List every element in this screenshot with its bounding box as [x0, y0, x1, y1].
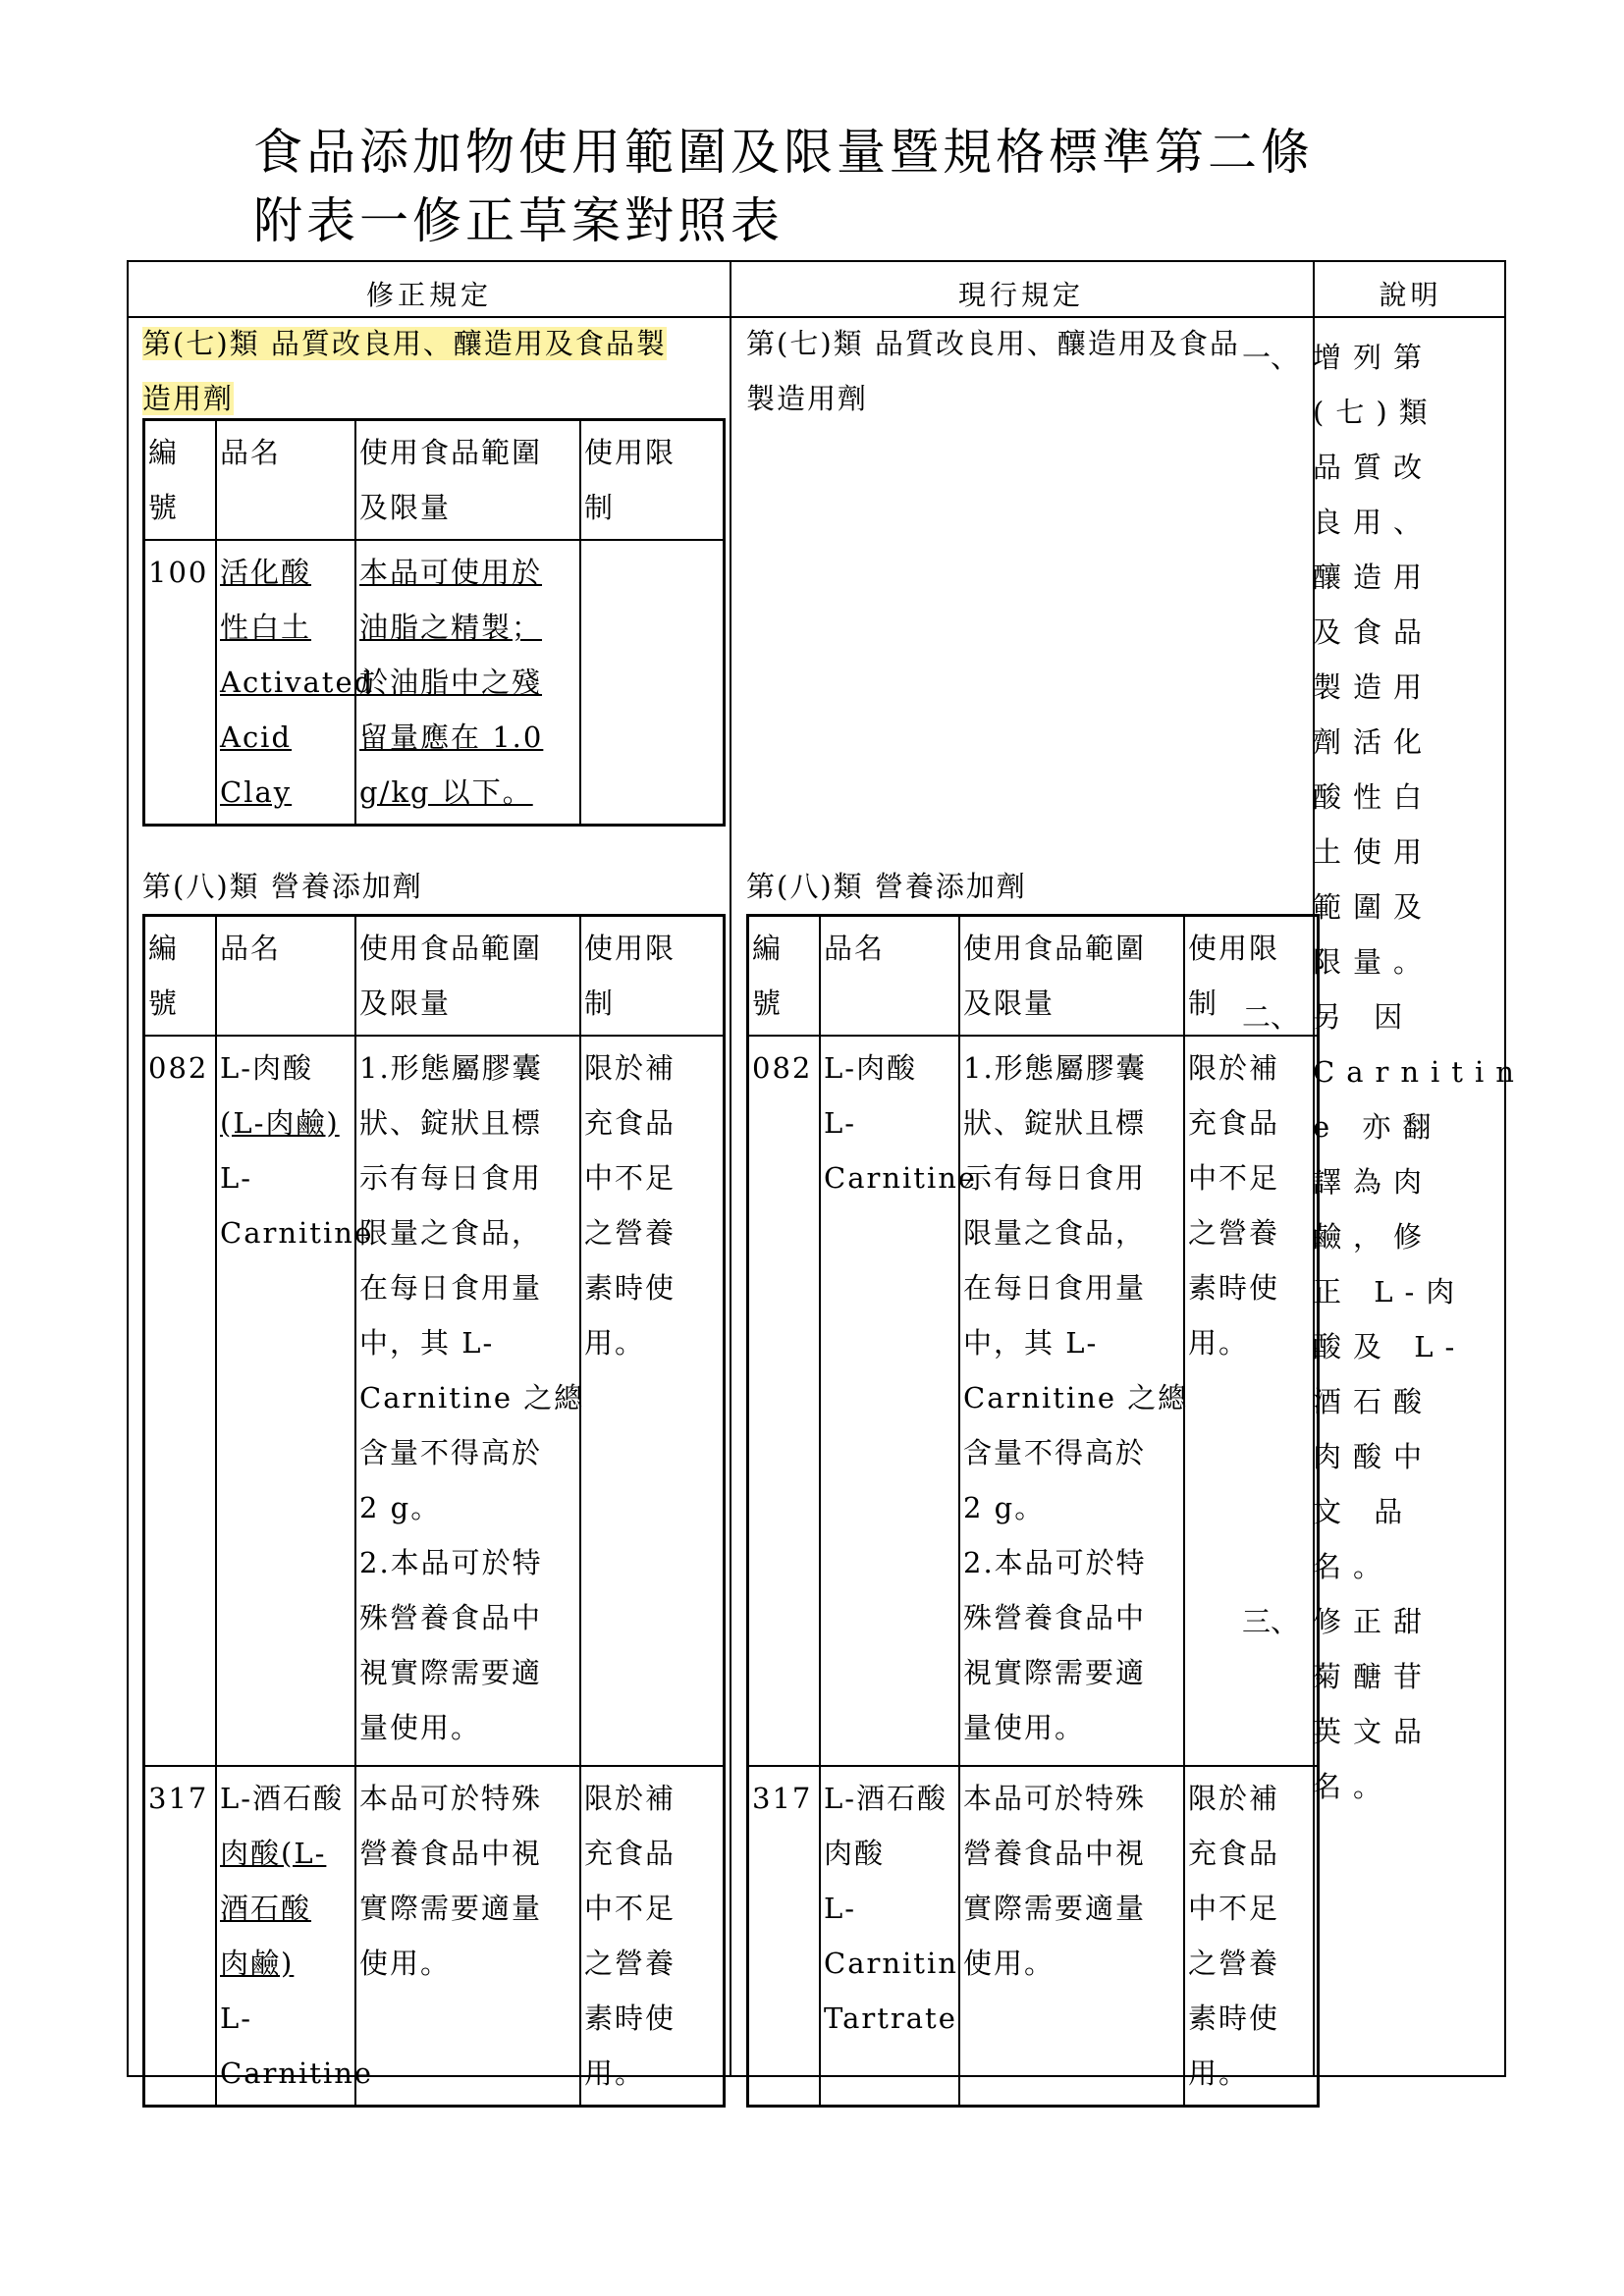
table-row: 082 L-肉酸 (L-肉鹼) L- Carnitine 1.形態屬膠囊 狀、錠狀且標 示有每日食用 限量之食品， 在每日食用量 中，其 L- Carnitine 之總 含量不得高於 2 g。 2.本品可於特 殊營養食品中 視實際需要適 量使用。 限於補 充食品 中不足 之營養 素時使 用。 [144, 1036, 725, 1766]
cell-text-line: 充食品 [584, 1837, 677, 1870]
cell-text-line: 用。 [584, 1326, 646, 1360]
cell-text-line: 肉鹼) [220, 1947, 295, 1980]
cell-text-line: 之營養 [1188, 1947, 1280, 1980]
column-header-explanation: 說明 [1379, 279, 1442, 311]
cell-text-line: 使用。 [359, 1947, 452, 1980]
explanation-item [1242, 989, 1526, 1594]
amended-cat7-title: 第(七)類 品質改良用、釀造用及食品製 造用劑 [142, 327, 667, 415]
explanation-line: 鹼，修 [1313, 1220, 1435, 1254]
cell-text-line: 肉酸 [824, 1837, 886, 1870]
explanation-line: 肉酸中 [1313, 1440, 1435, 1473]
cell-text-line: 素時使 [584, 1271, 677, 1305]
page-title-line2: 附表一修正草案對照表 [253, 192, 784, 249]
amended-cat8-title: 第(八)類 營養添加劑 [142, 870, 423, 903]
cell-text-line: 肉酸(L- [220, 1837, 327, 1870]
cell-text-line: 中不足 [1188, 1892, 1280, 1925]
explanation-line: 釀造用 [1313, 561, 1435, 594]
explanation-line: 範圍及 [1313, 890, 1435, 924]
cell-text-line: 含量不得高於 [359, 1436, 543, 1469]
cell-text-line: 中，其 L- [963, 1326, 1099, 1360]
cell-text-line: 狀、錠狀且標 [359, 1106, 543, 1140]
current-cat7-title: 第(七)類 品質改良用、釀造用及食品 製造用劑 [746, 327, 1240, 415]
explanation-line: 酸性白 [1313, 780, 1435, 814]
cell-text-line: 實際需要適量 [963, 1892, 1147, 1925]
cell-text-line: 中不足 [1188, 1161, 1280, 1195]
cell-text-line: 營養食品中視 [359, 1837, 543, 1870]
cell-text-line: 2 g。 [963, 1491, 1046, 1524]
cell-text-line: L-酒石酸 [824, 1782, 948, 1815]
cell-text-line: 2.本品可於特 [359, 1546, 543, 1579]
explanation-line: 正 L-肉 [1313, 1275, 1467, 1308]
explanation-line: 製造用 [1313, 670, 1435, 704]
explanation-line: 劑活化 [1313, 725, 1435, 759]
cell-text-line: 在每日食用量 [359, 1271, 543, 1305]
cell-text-line: 素時使 [584, 2002, 677, 2035]
explanation-line: (七)類 [1313, 396, 1439, 429]
cell-text-line: 視實際需要適 [963, 1656, 1147, 1689]
explanation-item [1242, 1594, 1504, 1814]
cell-text-line: 示有每日食用 [963, 1161, 1147, 1195]
cell-text-line: 2.本品可於特 [963, 1546, 1147, 1579]
cell-text-line: 限於補 [1188, 1782, 1280, 1815]
explanation-line: e 亦翻 [1313, 1110, 1443, 1144]
cell-text-line: Acid [220, 721, 293, 754]
explanation-column [1242, 330, 1526, 1814]
cell-text-line: L-酒石酸 [220, 1782, 345, 1815]
explanation-line: 良用、 [1313, 506, 1435, 539]
cell-text-line: 留量應在 1.0 [359, 721, 544, 754]
cell-text-line: 限於補 [1188, 1051, 1280, 1085]
cell-text-line: 限量之食品， [963, 1216, 1147, 1250]
page-title-line1: 食品添加物使用範圍及限量暨規格標準第二條 [253, 124, 1314, 181]
cell-text-line: Carnitine 之總 [359, 1381, 585, 1415]
table-row: 100 活化酸 性白土 Activated Acid Clay 本品可使用於 油脂之精製； 於油脂中之殘 留量應在 1.0 g/kg 以下。 [144, 540, 725, 826]
explanation-line: 土使用 [1313, 835, 1435, 869]
cell-text-line: 充食品 [1188, 1837, 1280, 1870]
cell-text-line: 量使用。 [963, 1711, 1086, 1744]
table-header-row: 編 號 品名 使用食品範圍 及限量 使用限 制 [748, 916, 1319, 1037]
cell-text-line: 性白土 [220, 611, 312, 644]
table-header-row: 編 號 品名 使用食品範圍 及限量 使用限 制 [144, 420, 725, 541]
cell-text-line: 用。 [1188, 2056, 1250, 2090]
cell-text-line: g/kg 以下。 [359, 775, 533, 809]
explanation-line: 增列第 [1313, 341, 1435, 374]
cell-text-line: 限量之食品， [359, 1216, 543, 1250]
column-header-current: 現行規定 [957, 279, 1084, 311]
explanation-line: 修正甜 [1313, 1605, 1435, 1638]
cell-text-line: 實際需要適量 [359, 1892, 543, 1925]
cell-text-line: 中不足 [584, 1892, 677, 1925]
cell-text-line: 限於補 [584, 1782, 677, 1815]
cell-text-line: 本品可於特殊 [963, 1782, 1147, 1815]
cell-text-line: 活化酸 [220, 556, 312, 589]
cell-text-line: 量使用。 [359, 1711, 482, 1744]
explanation-item [1242, 330, 1504, 989]
cell-text-line: 本品可使用於 [359, 556, 543, 589]
explanation-line: 譯為肉 [1313, 1165, 1435, 1199]
cell-text-line: Carnitine [220, 2056, 374, 2090]
explanation-line: 菊醣苷 [1313, 1660, 1435, 1693]
amended-table-cat7 [142, 418, 726, 827]
explanation-item-marker: 二、 [1242, 1000, 1300, 1034]
cell-text-line: 視實際需要適 [359, 1656, 543, 1689]
cell-text-line: 1.形態屬膠囊 [359, 1051, 543, 1085]
cell-text-line: Tartrate [824, 2002, 957, 2035]
cell-text-line: 殊營養食品中 [359, 1601, 543, 1634]
column-header-amended: 修正規定 [365, 279, 492, 311]
cell-text-line: 限於補 [584, 1051, 677, 1085]
explanation-line: 文 品 [1313, 1495, 1415, 1528]
cell-text-line: Carnitin [824, 1947, 958, 1980]
explanation-line: 酒石酸 [1313, 1385, 1435, 1418]
explanation-line: 另 因 [1313, 1000, 1415, 1034]
amended-table-cat8 [142, 914, 726, 2108]
cell-text-line: 充食品 [1188, 1106, 1280, 1140]
cell-text-line: 狀、錠狀且標 [963, 1106, 1147, 1140]
cell-text-line: L- [220, 2002, 253, 2035]
cell-text-line: 素時使 [1188, 1271, 1280, 1305]
cell-text-line: L-肉酸 [824, 1051, 918, 1085]
explanation-line: 限量。 [1313, 945, 1435, 979]
cell-text-line: 於油脂中之殘 [359, 666, 543, 699]
cell-text-line: L- [824, 1892, 857, 1925]
cell-text-line: 用。 [1188, 1326, 1250, 1360]
cell-text-line: Carnitine 之總 [963, 1381, 1189, 1415]
cell-text-line: 用。 [584, 2056, 646, 2090]
explanation-line: 及食品 [1313, 615, 1435, 649]
explanation-item-marker: 三、 [1242, 1605, 1300, 1638]
cell-text-line: Carnitine [824, 1161, 978, 1195]
cell-text-line: 在每日食用量 [963, 1271, 1147, 1305]
explanation-line: Carnitin [1313, 1055, 1526, 1089]
current-cat8-title: 第(八)類 營養添加劑 [746, 870, 1027, 903]
explanation-line: 名。 [1313, 1770, 1394, 1803]
cell-text-line: 之營養 [1188, 1216, 1280, 1250]
table-row: 082 L-肉酸 L- Carnitine 1.形態屬膠囊 狀、錠狀且標 示有每日食用 限量之食品， 在每日食用量 中，其 L- Carnitine 之總 含量不得高於 2 g。 2.本品可於特 殊營養食品中 視實際需要適 量使用。 限於補 充食品 中不足 之營養 素時使 用。 [748, 1036, 1319, 1766]
cell-text-line: 油脂之精製； [359, 611, 543, 644]
cell-text-line: Carnitine [220, 1216, 374, 1250]
cell-text-line: 含量不得高於 [963, 1436, 1147, 1469]
table-row: 317 L-酒石酸 肉酸(L- 酒石酸 肉鹼) L- Carnitine 本品可於特殊 營養食品中視 實際需要適量 使用。 限於補 充食品 中不足 之營養 素時使 用。 [144, 1766, 725, 2107]
cell-text-line: 酒石酸 [220, 1892, 312, 1925]
cell-text-line: 1.形態屬膠囊 [963, 1051, 1147, 1085]
cell-text-line: 示有每日食用 [359, 1161, 543, 1195]
cell-text-line: 中，其 L- [359, 1326, 495, 1360]
cell-text-line: L-肉酸 [220, 1051, 314, 1085]
cell-text-line: 中不足 [584, 1161, 677, 1195]
explanation-line: 品質改 [1313, 451, 1435, 484]
explanation-line: 酸及 L- [1313, 1330, 1467, 1363]
cell-text-line: 本品可於特殊 [359, 1782, 543, 1815]
cell-text-line: 使用。 [963, 1947, 1056, 1980]
current-table-cat8 [746, 914, 1320, 2108]
cell-text-line: 營養食品中視 [963, 1837, 1147, 1870]
cell-text-line: Activated [220, 666, 375, 699]
cell-text-line: 殊營養食品中 [963, 1601, 1147, 1634]
explanation-item-marker: 一、 [1242, 341, 1300, 374]
cell-text-line: 之營養 [584, 1216, 677, 1250]
cell-text-line: 2 g。 [359, 1491, 442, 1524]
cell-text-line: 充食品 [584, 1106, 677, 1140]
table-row: 317 L-酒石酸 肉酸 L- Carnitin Tartrate 本品可於特殊 營養食品中視 實際需要適量 使用。 限於補 充食品 中不足 之營養 素時使 用。 [748, 1766, 1319, 2107]
cell-text-line: L- [824, 1106, 857, 1140]
table-header-row: 編 號 品名 使用食品範圍 及限量 使用限 制 [144, 916, 725, 1037]
explanation-line: 英文品 [1313, 1715, 1435, 1748]
cell-text-line: 素時使 [1188, 2002, 1280, 2035]
explanation-line: 名。 [1313, 1550, 1394, 1583]
cell-text-line: 之營養 [584, 1947, 677, 1980]
cell-text-line: L- [220, 1161, 253, 1195]
cell-text-line: Clay [220, 775, 293, 809]
cell-text-line: (L-肉鹼) [220, 1106, 340, 1140]
